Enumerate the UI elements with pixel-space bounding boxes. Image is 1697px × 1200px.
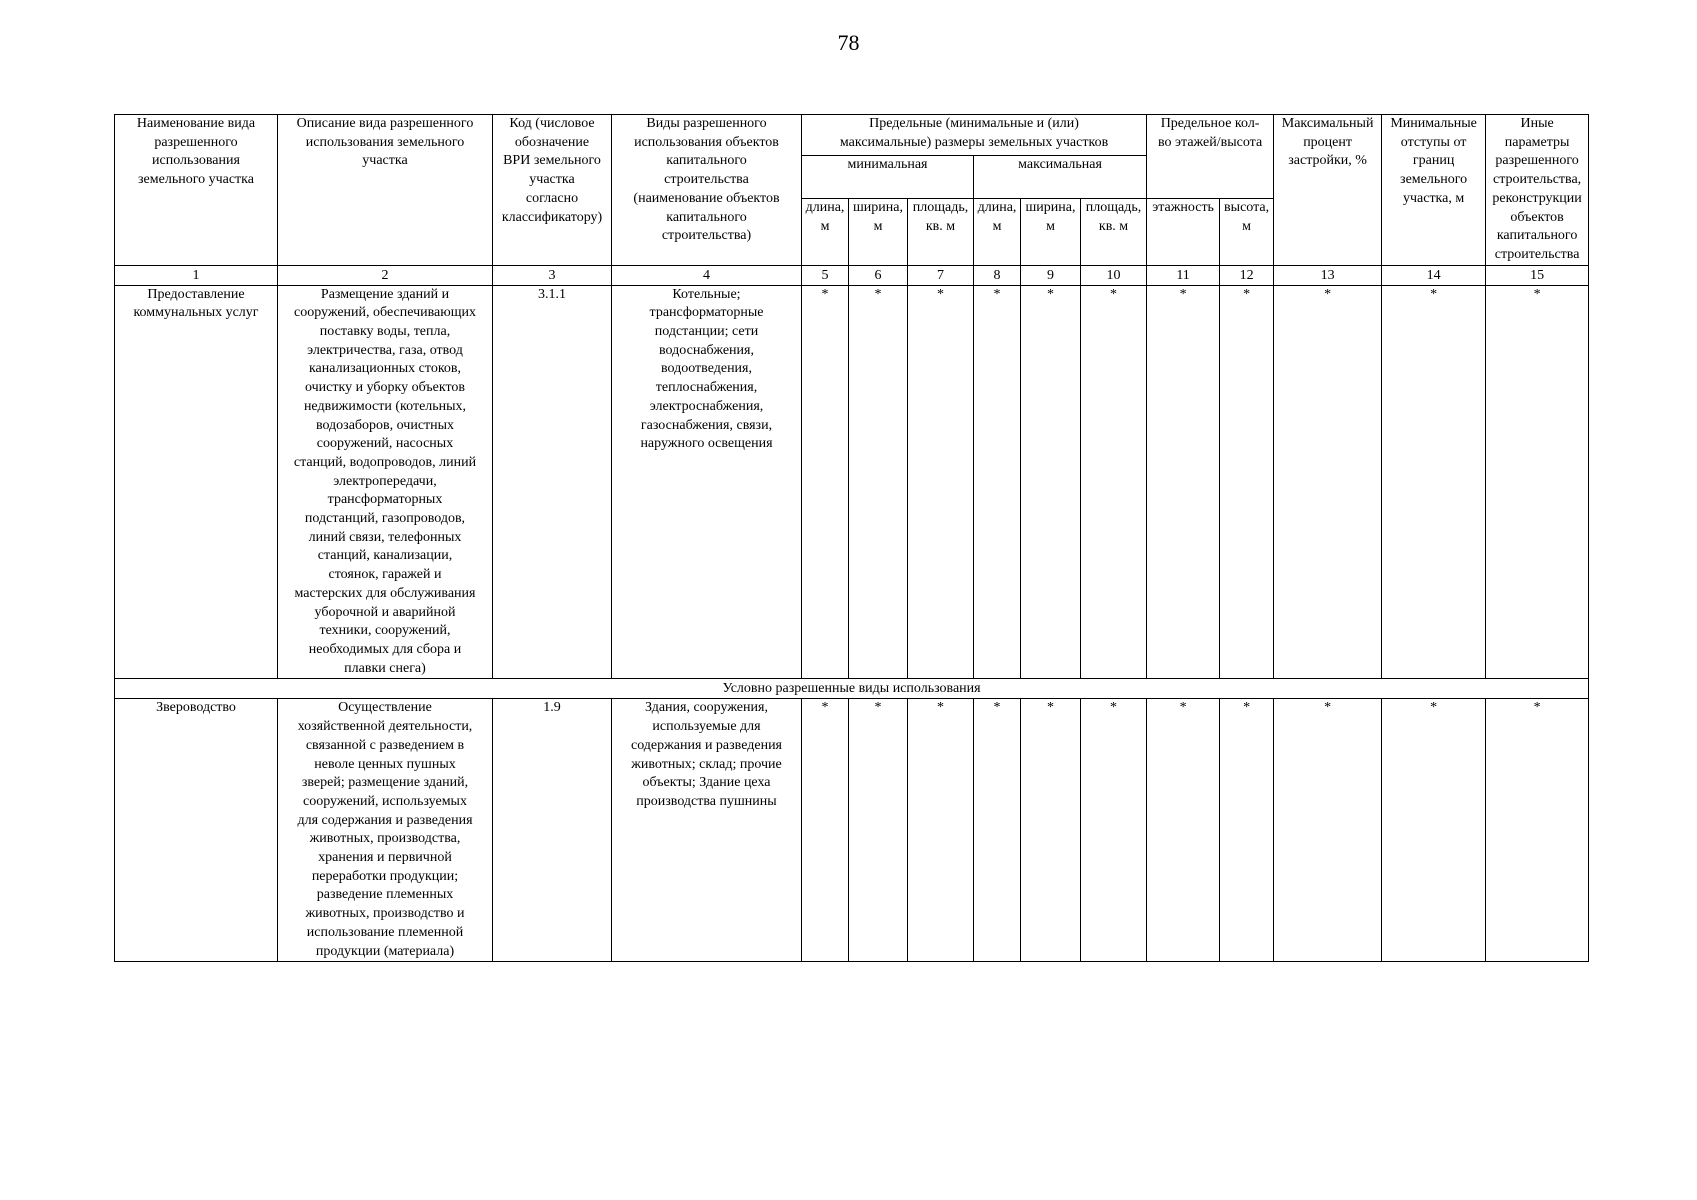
column-number: 12 [1220, 265, 1274, 285]
vri-code: 1.9 [493, 699, 612, 962]
column-number: 3 [493, 265, 612, 285]
use-description: Размещение зданий и сооружений, обеспечивающих поставку воды, тепла, электричества, газа, отвод канализационных стоков, очистку и уборку объектов недвижимости (котельных, водозаборов, очистных сооружений, насосных станций, водопроводов, линий электропередачи, трансформаторных подстанций, газопроводов, линий связи, телефонных станций, канализации, стоянок, гаражей и мастерских для обслуживания уборочной и аварийной техники, сооружений, необходимых для сбора и плавки снега) [278, 285, 493, 679]
header-plot-sizes: Предельные (минимальные и (или) максимальные) размеры земельных участков [802, 115, 1147, 156]
param-value: * [974, 699, 1021, 962]
zoning-table [114, 114, 1589, 962]
param-value: * [908, 285, 974, 679]
header-floors: этажность [1147, 198, 1220, 265]
header-max-area: площадь, кв. м [1081, 198, 1147, 265]
column-number: 8 [974, 265, 1021, 285]
header-min-area: площадь, кв. м [908, 198, 974, 265]
param-value: * [1274, 285, 1382, 679]
column-number: 15 [1486, 265, 1589, 285]
header-use-name: Наименование вида разрешенного использования земельного участка [115, 115, 278, 266]
section-row [115, 679, 1589, 699]
header-height: высота, м [1220, 198, 1274, 265]
column-number: 7 [908, 265, 974, 285]
param-value: * [1382, 699, 1486, 962]
column-number: 6 [849, 265, 908, 285]
header-max-coverage: Максимальный процент застройки, % [1274, 115, 1382, 266]
table-row [115, 699, 1589, 962]
param-value: * [802, 285, 849, 679]
header-use-description: Описание вида разрешенного использования земельного участка [278, 115, 493, 266]
param-value: * [849, 285, 908, 679]
table-row [115, 285, 1589, 679]
param-value: * [1486, 699, 1589, 962]
column-number: 13 [1274, 265, 1382, 285]
param-value: * [908, 699, 974, 962]
header-min-width: ширина, м [849, 198, 908, 265]
param-value: * [1486, 285, 1589, 679]
param-value: * [1220, 699, 1274, 962]
header-min-length: длина, м [802, 198, 849, 265]
use-name: Предоставление коммунальных услуг [115, 285, 278, 679]
column-number: 5 [802, 265, 849, 285]
column-number: 10 [1081, 265, 1147, 285]
header-other-params: Иные параметры разрешенного строительства, реконструкции объектов капитального строительства [1486, 115, 1589, 266]
header-vri-code: Код (числовое обозначение ВРИ земельного участка согласно классификатору) [493, 115, 612, 266]
header-minimum: минимальная [802, 156, 974, 198]
header-max-width: ширина, м [1021, 198, 1081, 265]
param-value: * [1147, 699, 1220, 962]
header-min-setbacks: Минимальные отступы от границ земельного участка, м [1382, 115, 1486, 266]
use-description: Осуществление хозяйственной деятельности, связанной с разведением в неволе ценных пушных зверей; размещение зданий, сооружений, используемых для содержания и разведения животных, производства, хранения и первичной переработки продукции; разведение племенных животных, производство и использование племенной продукции (материала) [278, 699, 493, 962]
header-row [115, 115, 1589, 156]
use-name: Звероводство [115, 699, 278, 962]
header-construction-objects: Виды разрешенного использования объектов капитального строительства (наименование объектов капитального строительства) [612, 115, 802, 266]
column-number: 14 [1382, 265, 1486, 285]
param-value: * [1081, 285, 1147, 679]
param-value: * [1274, 699, 1382, 962]
column-number: 1 [115, 265, 278, 285]
column-number: 2 [278, 265, 493, 285]
param-value: * [1220, 285, 1274, 679]
header-max-length: длина, м [974, 198, 1021, 265]
vri-code: 3.1.1 [493, 285, 612, 679]
section-title: Условно разрешенные виды использования [115, 679, 1589, 699]
param-value: * [1021, 699, 1081, 962]
param-value: * [849, 699, 908, 962]
construction-objects: Здания, сооружения, используемые для содержания и разведения животных; склад; прочие объекты; Здание цеха производства пушнины [612, 699, 802, 962]
column-number: 11 [1147, 265, 1220, 285]
header-maximum: максимальная [974, 156, 1147, 198]
column-number: 4 [612, 265, 802, 285]
page-number: 78 [837, 30, 860, 55]
param-value: * [1021, 285, 1081, 679]
column-number-row [115, 265, 1589, 285]
header-floors-height: Предельное кол- во этажей/высота [1147, 115, 1274, 199]
construction-objects: Котельные; трансформаторные подстанции; сети водоснабжения, водоотведения, теплоснабжения, электроснабжения, газоснабжения, связи, наружного освещения [612, 285, 802, 679]
param-value: * [1382, 285, 1486, 679]
param-value: * [1081, 699, 1147, 962]
column-number: 9 [1021, 265, 1081, 285]
param-value: * [974, 285, 1021, 679]
param-value: * [802, 699, 849, 962]
param-value: * [1147, 285, 1220, 679]
